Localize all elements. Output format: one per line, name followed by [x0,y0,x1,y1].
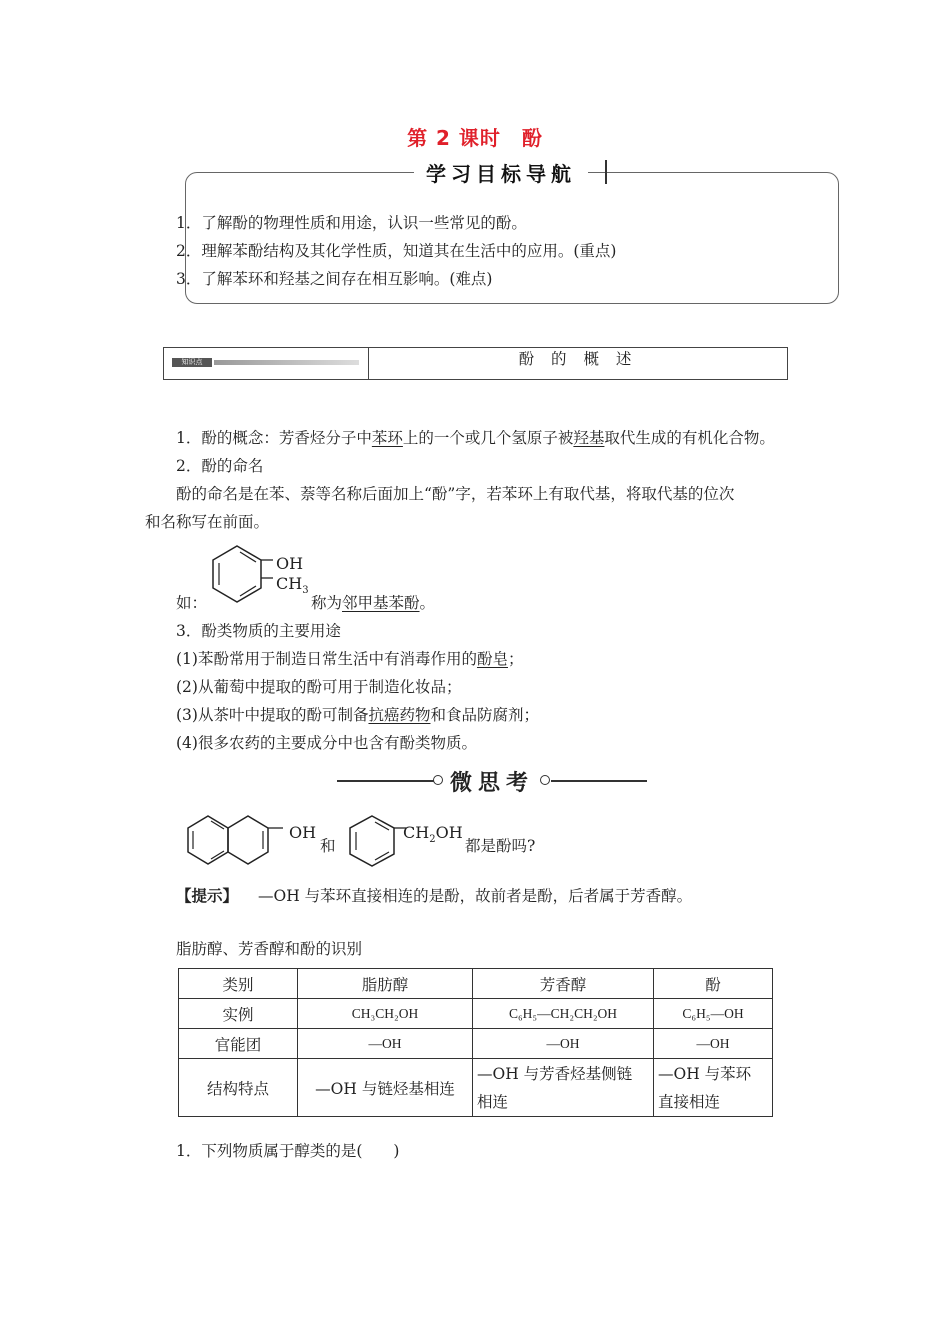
table-cell: CH₃CH₂OH [298,999,473,1029]
think-dot-right [540,775,550,785]
use-item-3: (3)从茶叶中提取的酚可制备抗癌药物和食品防腐剂； [176,706,539,724]
phenol-definition: 1．酚的概念：芳香烃分子中苯环上的一个或几个氢原子被羟基取代生成的有机化合物。 [176,429,775,447]
benzyl-ch2oh: $CH_2OH$ [403,823,463,846]
hint-label: 【提示】 [176,886,239,905]
hint [176,886,692,906]
table-cell: C₆H₅—CH₂CH₂OH [473,999,654,1029]
objective-item-1: 1．了解酚的物理性质和用途，认识一些常见的酚。 [176,214,527,232]
table-caption: 脂肪醇、芳香醇和酚的识别 [176,940,363,958]
table-header-cell: 类别 [179,969,298,999]
table-row [179,1029,773,1059]
think-rule-right [551,780,647,782]
think-rule-left [337,780,435,782]
objectives-bar-right [605,160,607,184]
hint-text: —OH 与苯环直接相连的是酚，故前者是酚，后者属于芳香醇。 [258,887,693,905]
table-header-cell: 芳香醇 [473,969,654,999]
knowledge-point-label-cell [164,348,369,379]
use-item-1: (1)苯酚常用于制造日常生活中有消毒作用的酚皂； [176,650,524,668]
think-dot-left [433,775,443,785]
use-item-4: (4)很多农药的主要成分中也含有酚类物质。 [176,734,477,752]
question-1: 1．下列物质属于醇类的是( ) [176,1142,400,1160]
table-cell: —OH [473,1029,654,1059]
objective-item-3: 3．了解苯环和羟基之间存在相互影响。(难点) [176,270,493,288]
term-o-cresol: 邻甲基苯酚 [342,594,420,612]
term-hydroxyl: 羟基 [573,429,605,447]
term-phenol-soap: 酚皂 [476,650,508,668]
objectives-heading: 学习目标导航 [414,158,588,187]
use-item-2: (2)从葡萄中提取的酚可用于制造化妆品； [176,678,462,696]
naphthol-structure [183,808,288,878]
table-cell: —OH 与链烃基相连 [298,1059,473,1117]
table-cell: —OH [298,1029,473,1059]
table-cell: 官能团 [179,1029,298,1059]
term-benzene-ring: 苯环 [371,429,403,447]
think-and: 和 [320,837,336,855]
table-header-cell: 脂肪醇 [298,969,473,999]
uses-heading: 3．酚类物质的主要用途 [176,622,341,640]
think-heading: 微思考 [450,770,535,796]
table-cell: C₆H₅—OH [654,999,773,1029]
objective-item-2: 2．理解苯酚结构及其化学性质，知道其在生活中的应用。(重点) [176,242,617,260]
decorative-stripe [214,360,359,365]
page-title: 第 2 课时 酚 [407,126,543,150]
naphthol-oh: OH [289,823,317,842]
table-cell: —OH 与芳香烃基侧链 相连 [473,1059,654,1117]
knowledge-point-heading: 酚 的 概 述 [518,350,638,368]
knowledge-point-badge: 知识点 [172,358,212,367]
example-prefix: 如： [176,594,208,612]
example-name: 称为邻甲基苯酚。 [311,594,436,612]
naming-paragraph-line-2: 和名称写在前面。 [145,513,270,531]
naming-paragraph-line-1: 酚的命名是在苯、萘等名称后面加上“酚”字，若苯环上有取代基，将取代基的位次 [176,485,735,503]
table-cell: 结构特点 [179,1059,298,1117]
formula-ch3: $CH_3$ [276,574,309,597]
term-anticancer-drugs: 抗癌药物 [368,706,431,724]
comparison-table [178,968,773,1117]
table-cell: —OH 与苯环 直接相连 [654,1059,773,1117]
naming-heading: 2．酚的命名 [176,457,264,475]
table-cell: 实例 [179,999,298,1029]
table-header-row [179,969,773,999]
knowledge-point-box [163,347,788,380]
table-row [179,999,773,1029]
table-cell: —OH [654,1029,773,1059]
formula-oh: OH [276,554,304,573]
think-question-end: 都是酚吗? [465,837,536,855]
table-header-cell: 酚 [654,969,773,999]
table-row [179,1059,773,1117]
benzyl-alcohol-ring [342,808,412,878]
